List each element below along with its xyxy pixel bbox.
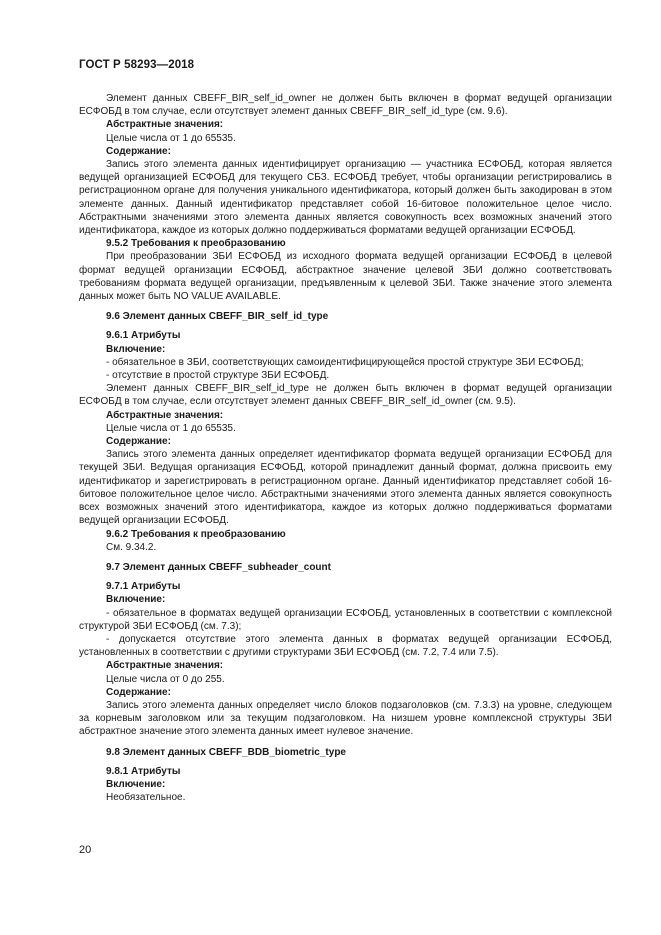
page-number: 20 bbox=[79, 844, 92, 856]
paragraph-9-6-2: См. 9.34.2. bbox=[106, 541, 157, 553]
paragraph-self-id-type: Элемент данных CBEFF_BIR_self_id_type не должен быть включен в формат ведущей организации ЕСФОБД в том случае, если отсутствует элемент данных CBEFF_BIR_self_id_owner (см. 9.5). bbox=[79, 383, 612, 408]
heading-inclusion: Включение: bbox=[106, 778, 166, 790]
section-9-6-1: 9.6.1 Атрибуты bbox=[106, 330, 181, 342]
inclusion-value: Необязательное. bbox=[106, 792, 186, 804]
paragraph-content: Запись этого элемента данных определяет идентификатор формата ведущей организации ЕСФОБД для текущей ЗБИ. Ведущая организация ЕСФОБД, которой принадлежит данный формат, должна присвоить ему идентификатор и зарегистрировать в регистрационном органе. Данный идентификатор представляет собой 16-битовое положительное целое число. Абстрактными значениями этого элемента данных является совокупность всех возможных значений этого идентификатора, каждое из которых должно поддерживаться форматами ведущей организации ЕСФОБД. bbox=[79, 449, 612, 527]
heading-inclusion: Включение: bbox=[106, 594, 166, 606]
section-9-6: 9.6 Элемент данных CBEFF_BIR_self_id_type bbox=[106, 311, 329, 323]
abstract-values: Целые числа от 1 до 65535. bbox=[106, 422, 236, 434]
paragraph-content: Запись этого элемента данных определяет число блоков подзаголовков (см. 7.3.3) на уровне, следующем за корневым заголовком или за текущим подзаголовком. На низшем уровне комплексной структуры ЗБИ абстрактное значение этого элемента данных имеет нулевое значение. bbox=[79, 699, 612, 738]
abstract-values: Целые числа от 0 до 255. bbox=[106, 673, 225, 685]
heading-abstract-values: Абстрактные значения: bbox=[106, 119, 224, 131]
paragraph-9-5-2: При преобразовании ЗБИ ЕСФОБД из исходного формата ведущей организации ЕСФОБД в целевой формат ведущей организации ЕСФОБД, абстрактное значение целевой ЗБИ должно соответствовать требованиям формата ведущей организации, предъявленным к целевой ЗБИ. Также значение этого элемента данных может быть NO VALUE AVAILABLE. bbox=[79, 251, 612, 303]
section-9-8: 9.8 Элемент данных CBEFF_BDB_biometric_type bbox=[106, 746, 346, 758]
heading-content: Содержание: bbox=[106, 145, 171, 157]
bullet-9-6-1: - обязательное в ЗБИ, соответствующих самоидентифицирующейся простой структуре ЗБИ ЕСФОБД; bbox=[106, 356, 584, 368]
bullet-9-6-2: - отсутствие в простой структуре ЗБИ ЕСФОБД. bbox=[106, 370, 330, 382]
heading-abstract-values: Абстрактные значения: bbox=[106, 660, 224, 672]
document-body bbox=[79, 92, 612, 804]
abstract-values: Целые числа от 1 до 65535. bbox=[106, 132, 236, 144]
bullet-9-7-1: - обязательное в форматах ведущей организации ЕСФОБД, установленных в соответствии с комплексной структурой ЗБИ ЕСФОБД (см. 7.3); bbox=[79, 607, 612, 632]
heading-content: Содержание: bbox=[106, 436, 171, 448]
bullet-9-7-2: - допускается отсутствие этого элемента данных в форматах ведущей организации ЕСФОБД, установленных в соответствии с другими структурами ЗБИ ЕСФОБД (см. 7.2, 7.4 или 7.5). bbox=[79, 633, 612, 659]
section-9-7-1: 9.7.1 Атрибуты bbox=[106, 581, 181, 593]
document-header: ГОСТ Р 58293—2018 bbox=[79, 59, 195, 71]
paragraph-content: Запись этого элемента данных идентифицирует организацию — участника ЕСФОБД, которая является ведущей организацией ЕСФОБД для текущего СБЗ. ЕСФОБД требует, чтобы организации регистрировались в регистрационном органе для получения уникального идентификатора, который должен быть закодирован в этом элементе данных. Данный идентификатор представляет собой 16-битовое положительное целое число. Абстрактными значениями этого элемента данных является совокупность всех возможных значений этого идентификатора, каждое из которых должно поддерживаться форматами ведущей организации ЕСФОБД. bbox=[79, 159, 612, 237]
section-9-6-2: 9.6.2 Требования к преобразованию bbox=[106, 528, 286, 540]
section-9-5-2: 9.5.2 Требования к преобразованию bbox=[106, 238, 286, 250]
heading-abstract-values: Абстрактные значения: bbox=[106, 409, 224, 421]
heading-inclusion: Включение: bbox=[106, 343, 166, 355]
heading-content: Содержание: bbox=[106, 686, 171, 698]
section-9-7: 9.7 Элемент данных CBEFF_subheader_count bbox=[106, 561, 331, 573]
paragraph-self-id-owner: Элемент данных CBEFF_BIR_self_id_owner не должен быть включен в формат ведущей организации ЕСФОБД в том случае, если отсутствует элемент данных CBEFF_BIR_self_id_type (см. 9.6). bbox=[79, 93, 612, 118]
section-9-8-1: 9.8.1 Атрибуты bbox=[106, 765, 181, 777]
